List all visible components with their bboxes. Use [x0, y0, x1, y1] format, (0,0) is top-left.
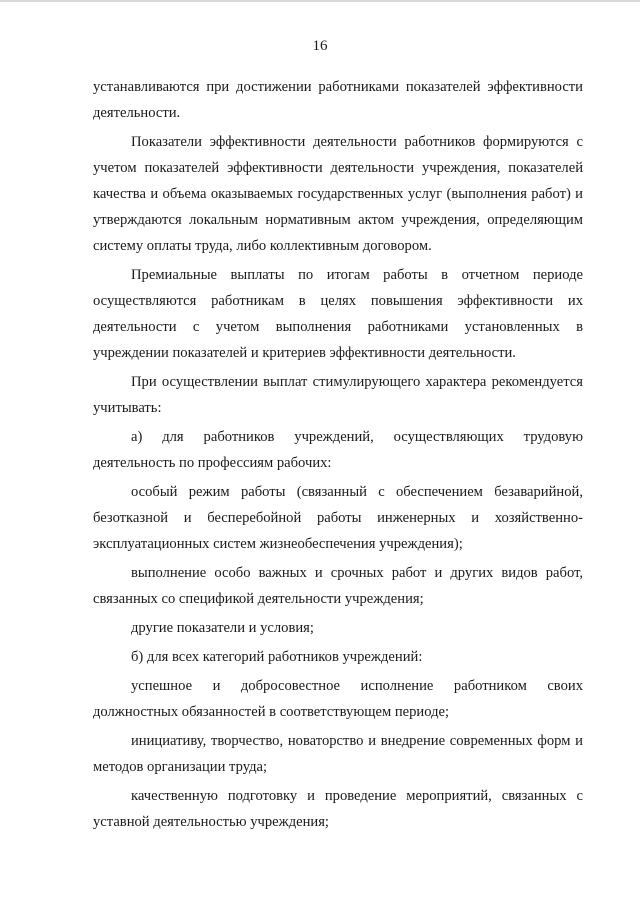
page-top-edge — [0, 0, 640, 2]
list-item-events: качественную подготовку и проведение мероприятий, связанных с уставной деятельностью учреждения; — [93, 788, 583, 830]
list-item-urgent-work: выполнение особо важных и срочных работ и других видов работ, связанных со спецификой деятельности учреждения; — [93, 565, 583, 607]
list-item-initiative: инициативу, творчество, новаторство и внедрение современных форм и методов организации труда; — [93, 733, 583, 775]
paragraph-continuation: устанавливаются при достижении работниками показателей эффективности деятельности. — [93, 79, 583, 121]
document-body — [93, 74, 583, 838]
list-item-b-all-categories: б) для всех категорий работников учреждений: — [131, 649, 423, 665]
paragraph-performance-indicators: Показатели эффективности деятельности работников формируются с учетом показателей эффективности деятельности учреждения, показателей качества и объема оказываемых государственных услуг (выполнения работ) и утверждаются локальным нормативным актом учреждения, определяющим систему оплаты труда, либо коллективным договором. — [93, 134, 583, 254]
list-item-duties: успешное и добросовестное исполнение работником своих должностных обязанностей в соответствующем периоде; — [93, 678, 583, 720]
paragraph-incentive-payments: При осуществлении выплат стимулирующего характера рекомендуется учитывать: — [93, 374, 583, 416]
paragraph-bonus-payments: Премиальные выплаты по итогам работы в отчетном периоде осуществляются работникам в целях повышения эффективности их деятельности с учетом выполнения работниками установленных в учреждении показателей и критериев эффективности деятельности. — [93, 267, 583, 361]
list-item-a-workers: а) для работников учреждений, осуществляющих трудовую деятельность по профессиям рабочих: — [93, 429, 583, 471]
page-number: 16 — [312, 38, 328, 54]
list-item-other-indicators: другие показатели и условия; — [131, 620, 314, 636]
list-item-special-regime: особый режим работы (связанный с обеспечением безаварийной, безотказной и бесперебойной работы инженерных и хозяйственно-эксплуатационных систем жизнеобеспечения учреждения); — [93, 484, 583, 552]
